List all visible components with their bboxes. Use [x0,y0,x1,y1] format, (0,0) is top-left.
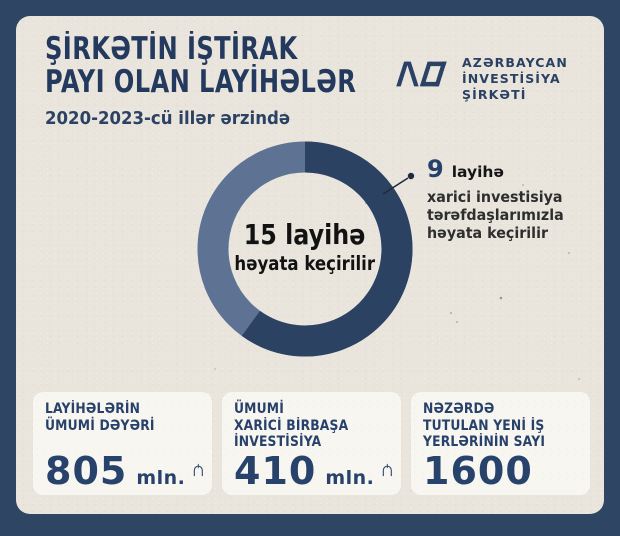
manat-sign-icon [382,455,393,485]
stat-label: LAYİHƏLƏRİN ÜMUMİ DƏYƏRİ [45,401,155,434]
annotation-line2: tərəfdaşlarımızla [427,206,564,224]
donut-total: 15 layihə [244,218,366,251]
page-title-line1: ŞİRKƏTİN İŞTİRAK [45,31,298,67]
stat-cards [33,392,590,495]
stat-value: 805 [45,448,128,493]
stat-card-total-value [33,392,212,495]
annotation-line1: xarici investisiya [427,188,563,206]
annotation-value: 9 [427,155,444,183]
stat-label: ÜMUMİ XARİCİ BİRBAŞA İNVESTİSİYA [234,401,349,450]
page-title-line2: PAYI OLAN LAYİHƏLƏR [45,64,357,100]
period-subtitle: 2020-2023-cü illər ərzində [45,108,291,129]
stat-unit: mln. [136,466,186,489]
annotation-head [427,155,576,183]
stat-value-row [45,448,204,493]
stat-value-row [234,448,393,493]
manat-sign-icon [193,455,204,485]
stat-unit: mln. [325,466,375,489]
stat-card-new-jobs [411,392,590,495]
stat-value: 1600 [423,448,533,493]
stat-label: NƏZƏRDƏ TUTULAN YENİ İŞ YERLƏRİNİN SAYI [423,401,546,450]
donut-total-caption: həyata keçirilir [234,252,376,275]
annotation-body [427,188,576,242]
annotation-unit: layihə [451,163,504,181]
stat-value: 410 [234,448,317,493]
donut-center-text [195,219,415,277]
callout-dot [408,173,414,179]
company-name-line3: ŞİRKƏTİ [462,87,527,102]
company-name-line2: İNVESTİSİYA [462,71,561,86]
stat-card-foreign-investment [222,392,401,495]
annotation-line3: həyata keçirilir [427,224,548,242]
donut-annotation [427,155,576,242]
stat-value-row [423,448,582,493]
company-name-line1: AZƏRBAYCAN [462,55,568,70]
